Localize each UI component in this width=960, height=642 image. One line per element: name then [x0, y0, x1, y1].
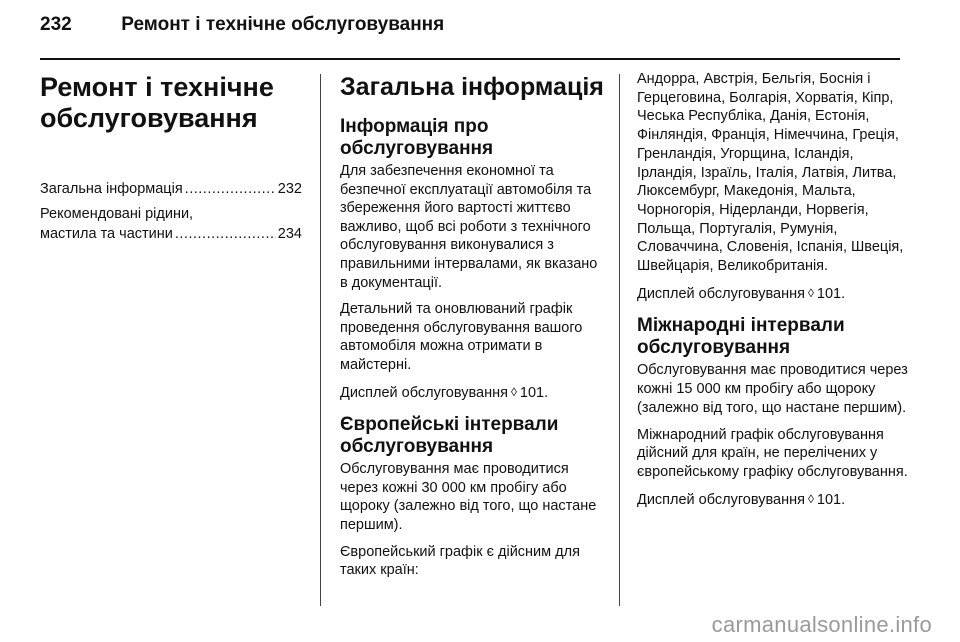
chapter-title-line: Ремонт і технічне [40, 72, 274, 102]
cross-reference-page: 101. [816, 285, 846, 302]
toc-leader-dots [185, 179, 276, 199]
paragraph: Міжнародний графік обслуговування дійсний для країн, не перелічених у європейському графіку обслуговування. [637, 426, 908, 480]
chapter-column [40, 64, 302, 249]
toc-leader-dots [175, 224, 276, 244]
cross-reference-page: 101. [816, 491, 846, 508]
cross-reference[interactable] [340, 383, 608, 403]
toc-entry-label: Загальна інформація [40, 181, 183, 197]
cross-reference-text: Дисплей обслуговування [637, 285, 805, 302]
country-list: Андорра, Австрія, Бельгія, Боснія і Герцеговина, Болгарія, Хорватія, Кіпр, Чеська Республіка, Данія, Естонія, Фінляндія, Франція, Німеччина, Греція, Гренландія, Угорщина, Ісландія, Ірландія, Ізраїль, Італія, Латвія, Литва, Люксембург, Македонія, Мальта, Чорногорія, Нідерланди, Норвегія, Польща, Португалія, Румунія, Словаччина, Словенія, Іспанія, Швеція, Швейцарія, Великобританія. [637, 71, 904, 275]
page-number: 232 [40, 14, 72, 35]
reference-arrow-icon: ◊ [807, 285, 814, 300]
header-rule [40, 58, 900, 60]
paragraph: Детальний та оновлюваний графік проведення обслуговування вашого автомобіля можна отримати в майстерні. [340, 301, 583, 373]
paragraph: Обслуговування має проводитися через кожні 15 000 км пробігу або щороку (залежно від того, що настане першим). [637, 362, 908, 416]
section-heading: Загальна інформація [340, 73, 604, 101]
paragraph: Європейський графік є дійсним для таких країн: [340, 543, 580, 579]
running-title: Ремонт і технічне обслуговування [121, 14, 445, 35]
cross-reference[interactable] [637, 490, 909, 510]
toc-entry-page: 232 [277, 181, 302, 197]
column-divider [320, 74, 321, 606]
page-header [40, 14, 444, 36]
content-column-1 [340, 64, 608, 588]
cross-reference[interactable] [637, 284, 909, 304]
toc-entry-page: 234 [277, 226, 302, 242]
reference-arrow-icon: ◊ [807, 491, 814, 506]
subsection-heading: Міжнародні інтервали обслуговування [637, 315, 845, 359]
paragraph: Для забезпечення економної та безпечної експлуатації автомобіля та збереження його вартості життєво важливо, щоб всі роботи з технічного обслуговування виконувалися з правильними інтервалами, як вказано в документації. [340, 163, 598, 291]
subsection-heading: Інформація про обслуговування [340, 116, 494, 159]
cross-reference-page: 101. [519, 384, 549, 401]
toc-entry-label: мастила та частини [40, 226, 173, 242]
content-column-2 [637, 70, 909, 517]
table-of-contents [40, 179, 302, 244]
chapter-title [40, 72, 302, 134]
paragraph: Обслуговування має проводитися через кожні 30 000 км пробігу або щороку (залежно від того, що настане першим). [340, 461, 597, 533]
subsection-heading: Європейські інтервали обслуговування [340, 414, 559, 458]
column-divider [619, 74, 620, 606]
reference-arrow-icon: ◊ [510, 384, 517, 399]
toc-entry[interactable] [40, 179, 302, 199]
cross-reference-text: Дисплей обслуговування [637, 491, 805, 508]
toc-entry-label: Рекомендовані рідини, [40, 206, 194, 222]
chapter-title-line: обслуговування [40, 103, 258, 133]
site-watermark: carmanualsonline.info [711, 612, 932, 637]
cross-reference-text: Дисплей обслуговування [340, 384, 508, 401]
toc-entry[interactable] [40, 204, 302, 244]
